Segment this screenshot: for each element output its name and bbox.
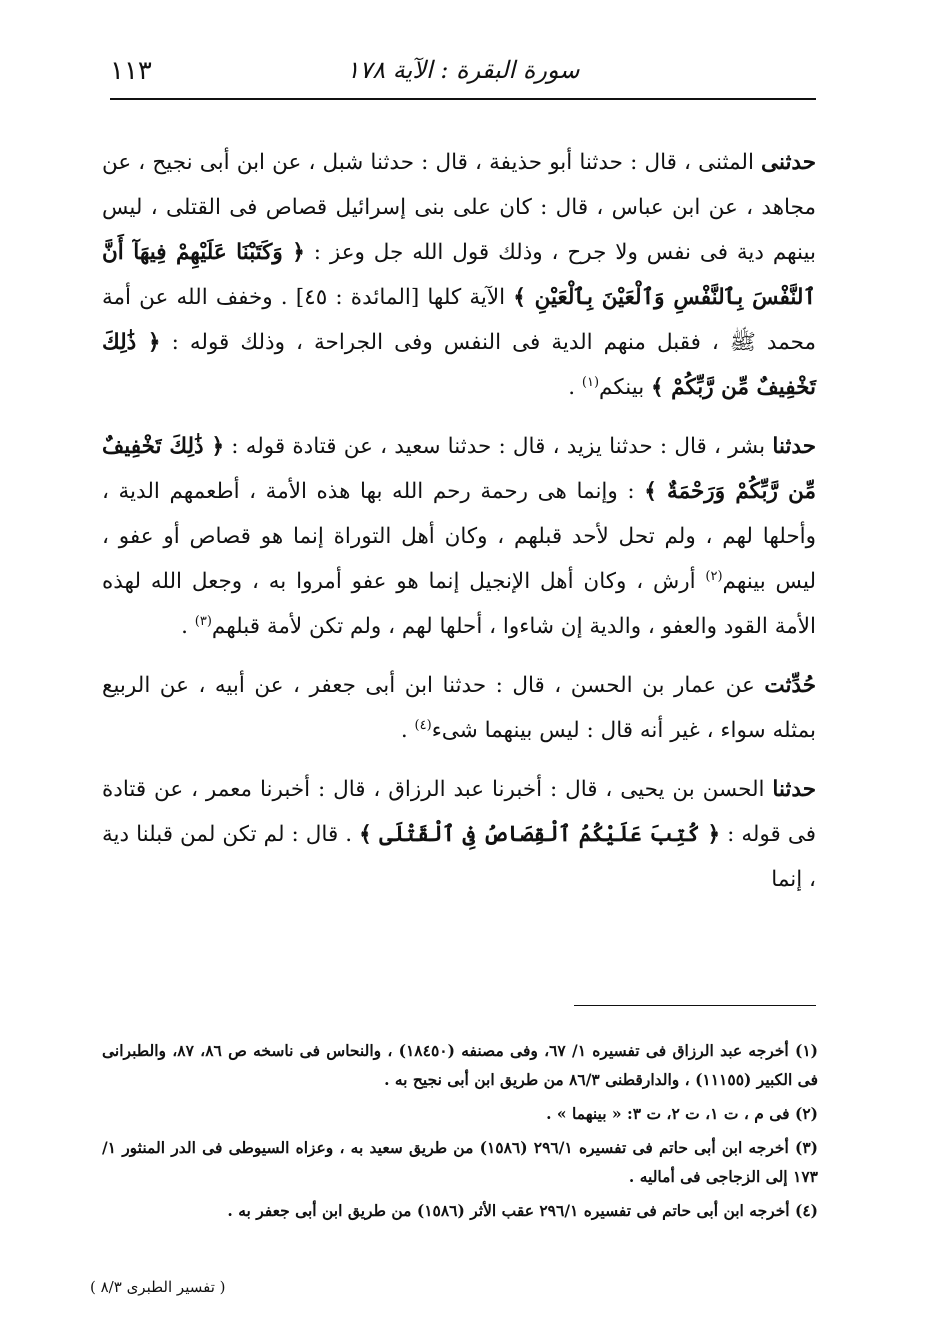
paragraph-text: بينكم bbox=[599, 375, 652, 400]
paragraph-1 bbox=[102, 140, 816, 410]
footnote-ref: (٣) bbox=[194, 613, 212, 629]
paragraph-text: بشر ، قال : حدثنا يزيد ، قال : حدثنا سعيد ، عن قتادة قوله : bbox=[224, 434, 773, 459]
paragraph-text: المثنى ، قال : حدثنا أبو حذيفة ، قال : حدثنا شبل ، عن ابن أبى نجيح ، عن مجاهد ، عن ابن عباس ، قال : كان على بنى إسرائيل قصاص فى القتلى ، ليس بينهم دية فى نفس ولا جرح ، وذلك قول الله جل وعز : bbox=[102, 150, 817, 265]
paragraph-text: الحسن بن يحيى ، قال : أخبرنا عبد الرزاق ، قال : أخبرنا معمر ، عن قتادة فى قوله : bbox=[102, 777, 817, 847]
paragraph-lead: حدثنا bbox=[772, 777, 816, 802]
paragraph-text: أرش ، وكان أهل الإنجيل إنما هو عفو أمروا به ، وجعل الله لهذه الأمة القود والعفو ، والدية إن شاءوا ، أحلها لهم ، ولم تكن لأمة قبلهم bbox=[102, 569, 816, 639]
footnote-separator bbox=[574, 1005, 816, 1006]
paragraph-4 bbox=[102, 767, 816, 902]
footnote: (٣) أخرجه ابن أبى حاتم فى تفسيره ٢٩٦/١ (١٥٨٦) من طريق سعيد به ، وعزاه السيوطى فى الدر المنثور ١/ ١٧٣ إلى الزجاجى فى أماليه . bbox=[102, 1138, 818, 1186]
paragraph-lead: حُدِّثت bbox=[764, 673, 816, 698]
main-text bbox=[102, 140, 816, 916]
footnotes bbox=[102, 1036, 818, 1230]
paragraph-text: : وإنما هى رحمة رحم الله بها هذه الأمة ، أطعمهم الدية ، وأحلها لهم ، ولم تحل لأحد قبلهم ، وكان أهل التوراة إنما هو قصاص أو عفو ، ليس بينهم bbox=[102, 479, 817, 594]
paragraph-end: . bbox=[568, 375, 582, 400]
paragraph-2 bbox=[102, 424, 816, 649]
header-rule bbox=[110, 98, 816, 100]
paragraph-lead: حدثنا bbox=[772, 434, 816, 459]
paragraph-text: عن عمار بن الحسن ، قال : حدثنا ابن أبى جعفر ، عن أبيه ، عن الربيع بمثله سواء ، غير أنه قال : ليس بينهما شىء bbox=[102, 673, 816, 743]
paragraph-end: . bbox=[181, 614, 195, 639]
page-number: ١١٣ bbox=[110, 56, 152, 86]
quran-quote: ﴿ ذَٰلِكَ تَخْفِيفٌ مِّن رَّبِّكُمْ ﴾ bbox=[102, 330, 816, 400]
footnote-ref: (١) bbox=[581, 374, 600, 390]
footnote-ref: (٢) bbox=[705, 568, 723, 584]
page-header bbox=[110, 52, 816, 100]
footnote: (٢) فى م ، ت ١، ت ٢، ت ٣: « بينهما » . bbox=[546, 1104, 818, 1123]
footnote: (٤) أخرجه ابن أبى حاتم فى تفسيره ٢٩٦/١ عقب الأثر (١٥٨٦) من طريق ابن أبى جعفر به . bbox=[227, 1201, 818, 1220]
paragraph-3 bbox=[102, 663, 816, 753]
running-title: سورة البقرة : الآية ١٧٨ bbox=[346, 56, 580, 84]
footnote: (١) أخرجه عبد الرزاق فى تفسيره ١/ ٦٧، وفى مصنفه (١٨٤٥٠) ، والنحاس فى ناسخه ص ٨٦، ٨٧، والطبرانى فى الكبير (١١١٥٥) ، والدارقطنى ٨٦/٣ من طريق ابن أبى نجيح به . bbox=[102, 1041, 819, 1089]
paragraph-text: . قال : لم تكن لمن قبلنا دية ، إنما bbox=[102, 822, 816, 892]
paragraph-text: الآية كلها [المائدة : ٤٥] . وخفف الله عن أمة محمد ﷺ ، فقبل منهم الدية فى النفس وفى الجراحة ، وذلك قوله : bbox=[102, 285, 817, 355]
paragraph-lead: حدثنى bbox=[761, 150, 816, 175]
quran-quote: ﴿ ذَٰلِكَ تَخْفِيفٌ مِّن رَّبِّكُمْ وَرَحْمَةٌ ﴾ bbox=[102, 434, 816, 504]
paragraph-end: . bbox=[400, 718, 415, 743]
quran-quote: ﴿ وَكَتَبْنَا عَلَيْهِمْ فِيهَآ أَنَّ ٱلنَّفْسَ بِٱلنَّفْسِ وَٱلْعَيْنَ بِٱلْعَيْنِ ﴾ bbox=[102, 240, 816, 310]
quran-quote: ﴿ كُتِبَ عَلَيْكُمُ ٱلْقِصَاصُ فِى ٱلْقَتْلَى ﴾ bbox=[359, 822, 721, 847]
footnote-ref: (٤) bbox=[414, 717, 432, 733]
volume-signature: ( تفسير الطبرى ٨/٣ ) bbox=[90, 1278, 226, 1296]
